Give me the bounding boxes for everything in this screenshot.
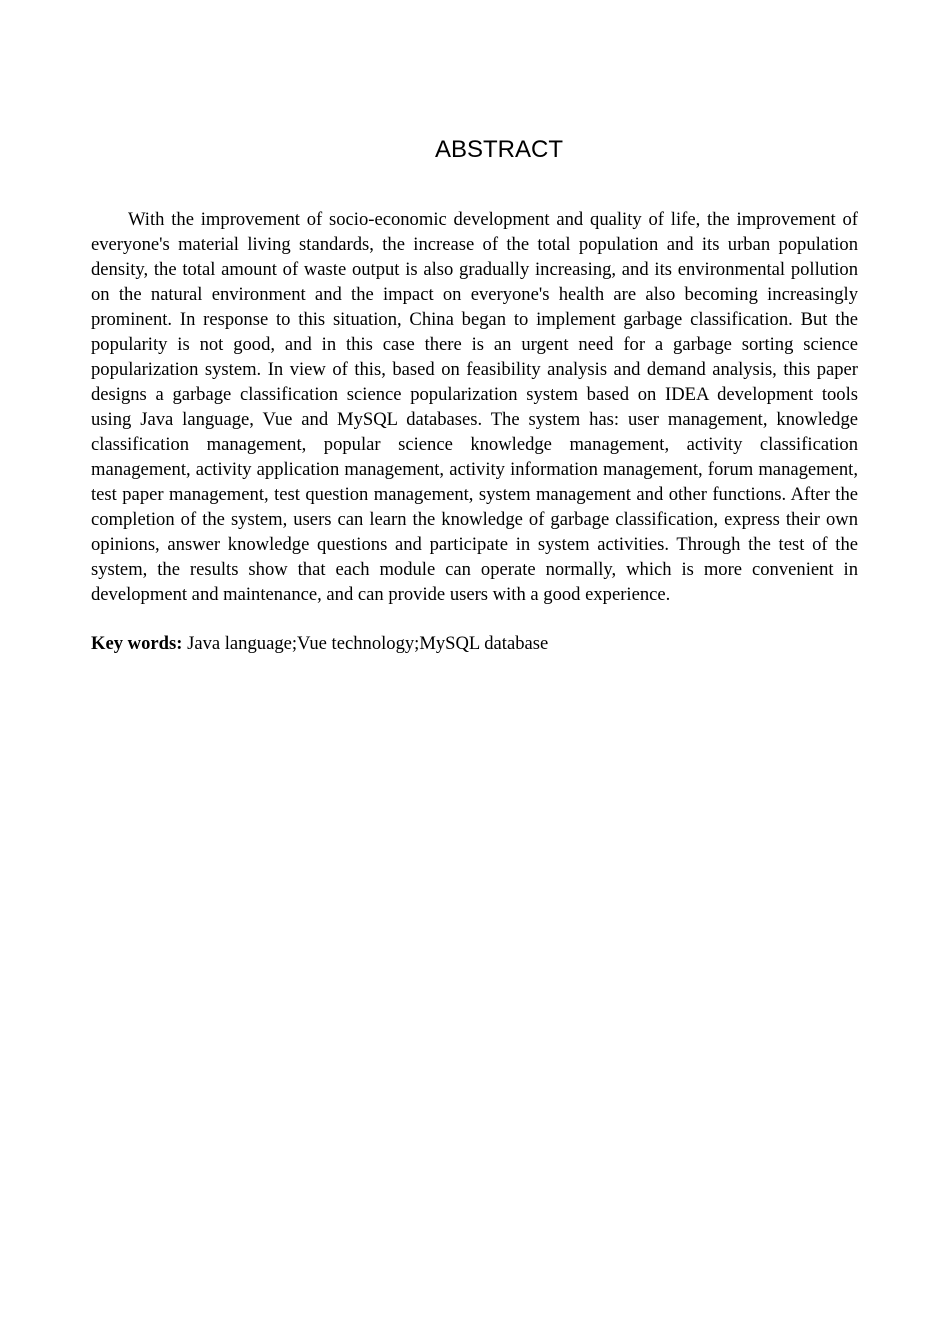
keywords-line [91,631,858,656]
abstract-title: ABSTRACT [434,136,563,163]
keywords-value: Java language;Vue technology;MySQL database [187,633,549,654]
abstract-paragraph: With the improvement of socio-economic development and quality of life, the improvement of everyone's material living standards, the increase of the total population and its urban population density, the total amount of waste output is also gradually increasing, and its environmental pollution on the natural environment and the impact on everyone's health are also becoming increasingly prominent. In response to this situation, China began to implement garbage classification. But the popularity is not good, and in this case there is an urgent need for a garbage sorting science popularization system. In view of this, based on feasibility analysis and demand analysis, this paper designs a garbage classification science popularization system based on IDEA development tools using Java language, Vue and MySQL databases. The system has: user management, knowledge classification management, popular science knowledge management, activity classification management, activity application management, activity information management, forum management, test paper management, test question management, system management and other functions. After the completion of the system, users can learn the knowledge of garbage classification, express their own opinions, answer knowledge questions and participate in system activities. Through the test of the system, the results show that each module can operate normally, which is more convenient in development and maintenance, and can provide users with a good experience. [91,209,858,605]
keywords-label: Key words: [91,633,183,654]
